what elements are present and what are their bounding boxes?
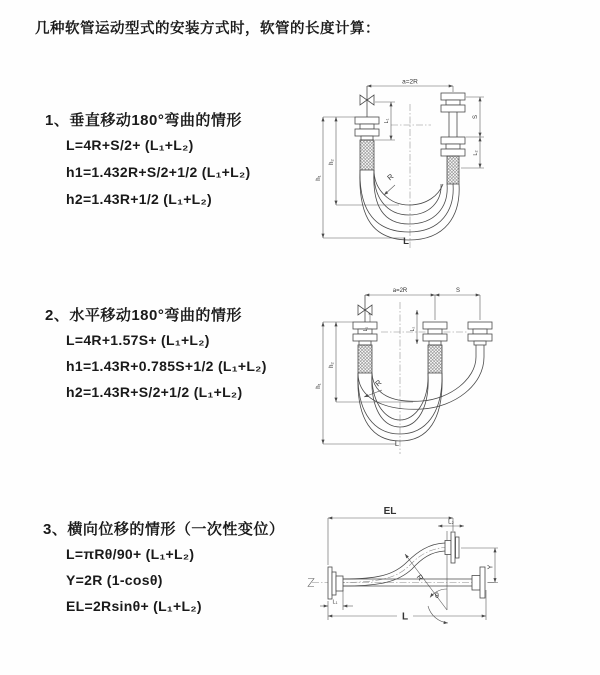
left-hose-braid — [360, 140, 374, 170]
page-title: 几种软管运动型式的安装方式时，软管的长度计算： — [35, 21, 380, 37]
section-3-heading: 3、横向位移的情形（一次性变位） — [43, 521, 285, 538]
left-flange — [328, 567, 343, 599]
middle-pipe-flange — [423, 322, 447, 345]
formula-line: L=πRθ/90+ (L₁+L₂) — [66, 546, 195, 562]
dim-label-h1: h₁ — [316, 383, 322, 389]
formula-line: h1=1.43R+0.785S+1/2 (L₁+L₂) — [66, 358, 267, 374]
right-pipe-flange — [441, 93, 465, 156]
diagram-vertical-180-bend — [303, 68, 555, 254]
dim-label-l2: L₂ — [410, 326, 416, 332]
label-length: L — [394, 439, 400, 448]
dim-label-h1: h₁ — [316, 175, 322, 181]
right-pipe-flange — [468, 322, 492, 357]
dimension-lines — [323, 295, 480, 444]
dim-label-l1: L₁ — [332, 599, 338, 606]
section-1-heading: 1、垂直移动180°弯曲的情形 — [45, 112, 242, 129]
displaced-hose-s-curve — [343, 543, 445, 586]
left-hose-braid — [358, 345, 372, 373]
diagram-horizontal-180-bend — [303, 278, 565, 463]
dim-label-l2: L₂ — [473, 150, 479, 156]
dim-label-l2: L₂ — [448, 519, 454, 526]
formula-line: L=4R+1.57S+ (L₁+L₂) — [66, 332, 210, 348]
dim-label-s: S — [455, 288, 461, 294]
label-radius: R — [414, 572, 426, 583]
dim-label-s: S — [473, 114, 479, 120]
dim-label-y: Y — [487, 564, 495, 570]
dim-label-l1: L₁ — [384, 118, 390, 124]
left-pipe-flange — [355, 117, 379, 140]
dim-label-h2: h₂ — [329, 362, 335, 368]
dim-label-a2r: a=2R — [402, 78, 418, 86]
dim-label-l1: L₁ — [363, 326, 369, 332]
centerlines — [391, 104, 431, 248]
diagram-lateral-displacement — [298, 498, 600, 650]
dim-label-el: EL — [383, 506, 397, 517]
hose-u-bend-arcs — [358, 357, 484, 441]
dim-label-h2: h₂ — [329, 159, 335, 165]
valve-icon — [360, 86, 374, 117]
middle-hose-braid — [428, 345, 442, 373]
formula-line: L=4R+S/2+ (L₁+L₂) — [66, 137, 194, 153]
label-angle: θ — [435, 593, 439, 600]
formula-line: h2=1.43R+S/2+1/2 (L₁+L₂) — [66, 384, 243, 400]
label-radius: R — [385, 171, 396, 183]
dimension-lines — [320, 518, 498, 623]
formula-line: Y=2R (1-cosθ) — [66, 572, 163, 588]
left-pipe-flange — [353, 322, 377, 345]
formula-line: h2=1.43R+1/2 (L₁+L₂) — [66, 191, 213, 207]
dim-label-a2r: a=2R — [392, 288, 408, 294]
label-length: L — [403, 236, 409, 247]
dim-label-l: L — [401, 611, 409, 623]
section-2-heading: 2、水平移动180°弯曲的情形 — [45, 307, 242, 324]
formula-line: EL=2Rsinθ+ (L₁+L₂) — [66, 598, 202, 614]
label-radius: R — [373, 377, 384, 389]
right-hose-braid — [447, 156, 459, 184]
formula-line: h1=1.432R+S/2+1/2 (L₁+L₂) — [66, 164, 251, 180]
